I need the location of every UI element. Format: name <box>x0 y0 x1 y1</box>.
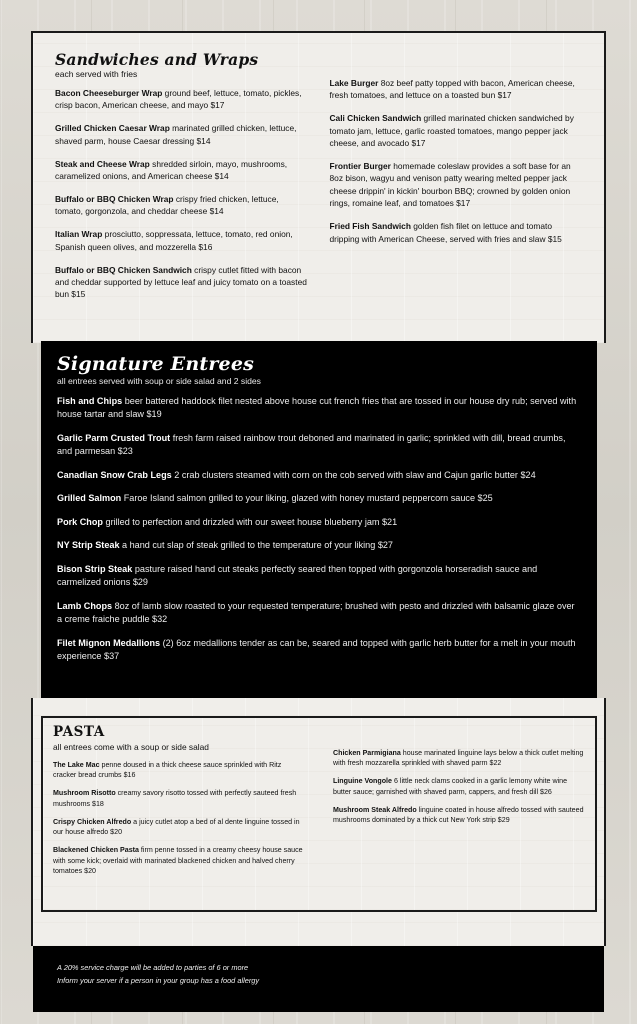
menu-item <box>333 748 585 769</box>
pasta-right-column <box>333 748 585 884</box>
menu-item <box>330 77 583 102</box>
menu-item-name: The Lake Mac <box>53 761 100 769</box>
menu-item-name: Buffalo or BBQ Chicken Wrap <box>55 193 174 204</box>
menu-item <box>55 158 308 183</box>
menu-item-description: house marinated linguine lays below a thick cutlet melting with fresh mozzarella sprinkled with shaved parm $22 <box>333 749 584 768</box>
menu-item-name: Fish and Chips <box>57 396 123 406</box>
menu-item-name: Bacon Cheeseburger Wrap <box>55 88 163 98</box>
menu-item <box>53 788 305 809</box>
menu-item <box>55 193 308 218</box>
menu-item-name: Grilled Salmon <box>57 493 122 504</box>
menu-item-description: prosciutto, soppressata, lettuce, tomato, red onion, Spanish queen olives, and mozzerella $16 <box>55 229 293 252</box>
menu-item-description: golden fish filet on lettuce and tomato dripping with American Cheese, served with fries and slaw $15 <box>329 221 562 244</box>
menu-item-name: Pork Chop <box>57 516 103 527</box>
menu-item-description: crispy fried chicken, lettuce, tomato, gorgonzola, and cheddar cheese $14 <box>55 193 279 217</box>
section-subtitle: all entrees come with a soup or side salad <box>53 742 209 752</box>
menu-item-name: Fried Fish Sandwich <box>329 221 411 232</box>
allergy-note: Inform your server if a person in your group has a food allergy <box>57 975 260 985</box>
menu-item <box>57 395 581 421</box>
menu-item-name: NY Strip Steak <box>57 540 120 551</box>
menu-item <box>55 87 308 112</box>
menu-item-description: fresh farm raised rainbow trout deboned and marinated in garlic; sprinkled with dill, bread crumbs, and parmesan $23 <box>57 432 566 456</box>
menu-item-description: creamy savory risotto tossed with perfectly sauteed fresh mushrooms $18 <box>53 789 297 808</box>
menu-item-description: a hand cut slap of steak grilled to the temperature of your liking $27 <box>119 540 393 551</box>
menu-item-description: (2) 6oz medallions tender as can be, seared and topped with garlic herb butter for a melt in your mouth experience $37 <box>57 637 576 661</box>
menu-item <box>57 563 581 589</box>
menu-item <box>57 600 581 626</box>
entree-list <box>57 395 581 663</box>
pasta-section <box>41 716 597 912</box>
menu-item-name: Filet Mignon Medallions <box>57 637 161 648</box>
sandwiches-section <box>31 31 606 343</box>
pasta-left-column <box>53 760 305 884</box>
menu-item-description: shredded sirloin, mayo, mushrooms, caramelized onions, and American cheese $14 <box>55 158 288 182</box>
menu-item <box>57 492 581 505</box>
menu-item-name: Grilled Chicken Caesar Wrap <box>55 123 170 134</box>
menu-item-name: Cali Chicken Sandwich <box>329 113 422 124</box>
menu-item-name: Blackened Chicken Pasta <box>53 846 139 855</box>
menu-item <box>57 432 581 458</box>
section-title: Sandwiches and Wraps <box>55 50 259 69</box>
menu-item <box>53 817 305 838</box>
menu-item <box>330 220 583 245</box>
menu-item-name: Frontier Burger <box>329 161 391 172</box>
menu-item <box>53 760 305 781</box>
menu-item-description: crispy cutlet fitted with bacon and cheddar supported by lettuce leaf and juicy tomato on a toasted bun $15 <box>55 264 307 300</box>
menu-item <box>333 776 585 797</box>
section-title: PASTA <box>53 724 105 740</box>
menu-item-description: firm penne tossed in a creamy cheesy house sauce with some kick; overlaid with marinated blackened chicken and halved cherry tomatoes $20 <box>53 846 303 876</box>
menu-item <box>53 845 305 876</box>
menu-item-name: Linguine Vongole <box>333 777 392 786</box>
menu-item-description: linguine coated in house alfredo tossed with sauteed mushrooms dominated by a thick cut New York strip $29 <box>333 805 584 825</box>
menu-item-description: 8oz beef patty topped with bacon, American cheese, fresh tomatoes, and lettuce on a toasted bun $17 <box>329 78 575 101</box>
menu-item-name: Buffalo or BBQ Chicken Sandwich <box>55 264 192 275</box>
menu-item <box>57 469 581 482</box>
menu-item <box>55 228 308 253</box>
menu-item-description: beer battered haddock filet nested above house cut french fries that are tossed in our house dry rub; served with house tartar and slaw $19 <box>57 396 577 420</box>
menu-item-description: 6 little neck clams cooked in a garlic lemony white wine butter sauce; garnished with shaved parm, cappers, and fresh dill $26 <box>333 777 568 796</box>
menu-item-description: penne doused in a thick cheese sauce sprinkled with Ritz cracker bread crumbs $16 <box>53 761 282 780</box>
menu-item-description: grilled to perfection and drizzled with our sweet house blueberry jam $21 <box>102 516 398 527</box>
menu-item-description: 2 crab clusters steamed with corn on the cob served with slaw and Cajun garlic butter $24 <box>171 469 536 480</box>
section-subtitle: each served with fries <box>55 69 138 79</box>
sandwiches-right-column <box>330 77 583 311</box>
menu-item-description: marinated grilled chicken, lettuce, shaved parm, house Caesar dressing $14 <box>55 123 297 146</box>
menu-item <box>330 112 583 149</box>
service-charge-note: A 20% service charge will be added to parties of 6 or more <box>57 963 249 972</box>
section-title: Signature Entrees <box>57 353 255 375</box>
section-subtitle: all entrees served with soup or side salad and 2 sides <box>57 376 261 386</box>
menu-item-description: homemade coleslaw provides a soft base for an 8oz bison, wagyu and venison patty wearing melted pepper jack cheese drippin' in kickin' bourbon BBQ; crowned by golden onion rings, romaine leaf, and tomatoes $17 <box>329 161 571 209</box>
menu-item <box>57 539 581 552</box>
menu-item-name: Mushroom Risotto <box>53 789 116 798</box>
menu-item-name: Crispy Chicken Alfredo <box>53 817 132 826</box>
menu-item-name: Lamb Chops <box>57 600 113 611</box>
menu-item <box>333 805 585 826</box>
menu-item-name: Bison Strip Steak <box>57 563 133 574</box>
menu-item-description: pasture raised hand cut steaks perfectly seared then topped with gorgonzola horseradish sauce and carmelized onions $29 <box>57 563 538 588</box>
menu-item <box>55 122 308 147</box>
menu-item-name: Steak and Cheese Wrap <box>55 158 150 169</box>
menu-item <box>55 264 308 301</box>
menu-item-description: ground beef, lettuce, tomato, pickles, crisp bacon, American cheese, and mayo $17 <box>55 88 302 111</box>
footer-notice <box>33 946 604 1012</box>
menu-item-description: 8oz of lamb slow roasted to your requested temperature; brushed with pesto and drizzled with balsamic glaze over a creme fraiche puddle $32 <box>57 600 575 624</box>
menu-item-description: grilled marinated chicken sandwiched by tomato jam, lettuce, garlic roasted tomatoes, mango pepper jack cheese, and avocado $17 <box>329 113 574 149</box>
menu-item-name: Italian Wrap <box>55 229 103 240</box>
menu-item <box>57 637 581 663</box>
sandwiches-left-column <box>55 87 308 311</box>
menu-item-name: Garlic Parm Crusted Trout <box>57 432 171 443</box>
entrees-section <box>41 341 597 698</box>
menu-item-name: Chicken Parmigiana <box>333 749 401 757</box>
menu-item <box>57 516 581 529</box>
menu-item <box>330 160 583 210</box>
menu-item-name: Lake Burger <box>329 78 379 88</box>
menu-item-description: Faroe Island salmon grilled to your liking, glazed with honey mustard peppercorn sauce $25 <box>121 493 493 504</box>
menu-item-name: Mushroom Steak Alfredo <box>333 805 417 814</box>
menu-item-name: Canadian Snow Crab Legs <box>57 469 172 480</box>
menu-item-description: a juicy cutlet atop a bed of al dente linguine tossed in our house alfredo $20 <box>53 817 300 837</box>
